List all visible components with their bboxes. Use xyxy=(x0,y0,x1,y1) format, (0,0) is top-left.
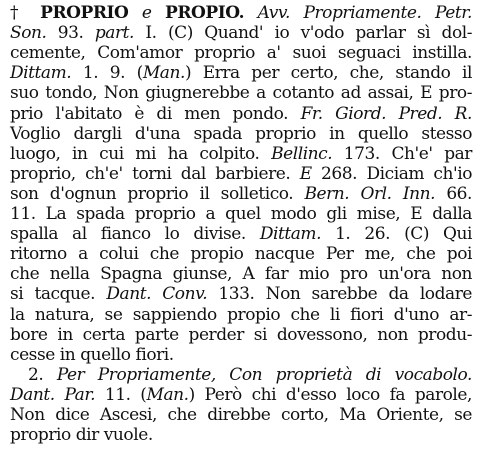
text-segment: PROPRIO xyxy=(40,3,129,23)
text-segment: Bellinc. xyxy=(271,143,333,164)
text-segment: 1. 26. (C) Qui xyxy=(321,224,472,245)
text-segment: spalla al fianco lo divise. xyxy=(10,224,260,245)
text-segment: luogo, in cui mi ha colpito. xyxy=(10,143,272,164)
text-segment: Voglio dargli d'una spada proprio in quello stesso xyxy=(10,123,472,144)
text-segment: ) Erra per certo, che, stando il xyxy=(184,63,473,84)
text-segment: 66. xyxy=(435,183,472,204)
text-segment: 268. Diciam ch'io xyxy=(311,163,472,184)
text-segment: Son. xyxy=(10,23,47,44)
text-segment: proprio, ch'e' torni dal barbiere. xyxy=(10,163,300,184)
text-segment: 1. 9. ( xyxy=(71,63,143,84)
text-segment: cemente, Com'amor proprio a' suoi seguaci instilla. xyxy=(10,43,472,64)
text-segment: e xyxy=(128,3,166,23)
text-segment: 11. ( xyxy=(95,384,147,405)
text-segment: Non dice Ascesi, che direbbe corto, Ma Oriente, se xyxy=(10,405,472,425)
text-segment: Dittam. xyxy=(259,224,322,245)
text-segment: suo tondo, Non giugnerebbe a cotanto ad assai, E pro- xyxy=(10,83,472,104)
text-segment: Per Propriamente, Con proprietà di vocabolo. xyxy=(56,364,472,385)
text-segment: la natura, se sappiendo propio che li fiori d'uno ar- xyxy=(10,304,472,325)
text-segment: si tacque. xyxy=(10,284,107,305)
text-segment: part. xyxy=(94,23,135,44)
text-segment: Dittam. xyxy=(10,63,72,84)
text-segment: Dant. Conv. xyxy=(106,284,208,305)
text-segment: Fr. Giord. Pred. R. xyxy=(300,103,472,124)
text-segment: proprio dir vuole. xyxy=(10,425,153,446)
text-segment: PROPIO. xyxy=(165,3,245,23)
text-segment: 173. Ch'e' par xyxy=(332,143,472,164)
text-segment: Dant. Par. xyxy=(10,384,96,405)
text-segment: bore in certa parte perder si dovessono, non produ- xyxy=(10,324,472,345)
text-segment: Avv. Propriamente. Petr. xyxy=(244,3,472,23)
text-segment: son d'ognun proprio il solletico. xyxy=(10,183,305,204)
text-segment: ritorno a colui che propio nacque Per me, che poi xyxy=(10,244,472,265)
text-segment: 2. xyxy=(28,364,57,385)
text-segment: 133. Non sarebbe da lodare xyxy=(207,284,472,305)
text-segment: 93. xyxy=(46,23,95,44)
text-segment: cesse in quello fiori. xyxy=(10,344,174,365)
text-segment: Man. xyxy=(142,63,185,84)
text-segment: ) Però chi d'esso loco fa parole, xyxy=(188,384,472,405)
text-segment: che nella Spagna giunse, A far mio pro un'ora non xyxy=(10,264,472,285)
text-segment: 11. La spada proprio a quel modo gli mise, E dalla xyxy=(10,204,472,224)
text-segment: Bern. Orl. Inn. xyxy=(304,183,436,204)
text-segment: prio l'abitato è di men pondo. xyxy=(10,103,301,124)
text-segment: E xyxy=(299,163,312,184)
text-segment: I. (C) Quand' io v'odo parlar sì dol- xyxy=(134,23,473,44)
text-segment: † xyxy=(10,3,41,23)
entry-line xyxy=(10,424,472,447)
text-segment: Man. xyxy=(146,384,189,405)
